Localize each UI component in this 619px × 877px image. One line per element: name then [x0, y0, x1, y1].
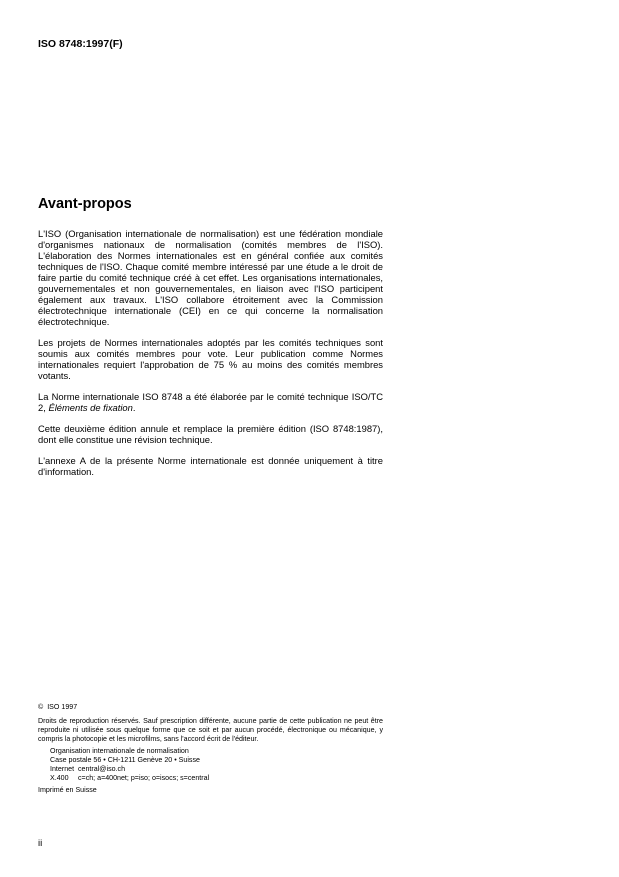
- committee-title: Éléments de fixation: [48, 402, 133, 413]
- committee-period: .: [132, 402, 136, 413]
- foreword-body: [38, 228, 383, 487]
- copyright-symbol: ©: [38, 703, 44, 711]
- paragraph-edition: Cette deuxième édition annule et remplace la première édition (ISO 8748:1987), dont elle constitue une révision technique.: [38, 423, 383, 445]
- x400-row: [50, 774, 383, 783]
- paragraph-iso-intro: L'ISO (Organisation internationale de normalisation) est une fédération mondiale d'organismes nationaux de normalisation (comités membres de l'ISO). L'élaboration des Normes internationales est en général confiée aux comités techniques de l'ISO. Chaque comité membre intéressé par une étude a le droit de faire partie du comité technique créé à cet effet. Les organisations internationales, gouvernementales et non gouvernementales, en liaison avec l'ISO participent également aux travaux. L'ISO collabore étroitement avec la Commission électrotechnique internationale (CEI) en ce qui concerne la normalisation électrotechnique.: [38, 228, 383, 327]
- x400-label: X.400: [50, 774, 69, 782]
- copyright-footer: [38, 703, 383, 795]
- committee-text: La Norme internationale ISO 8748 a été élaborée par le comité technique ISO/TC 2,: [38, 391, 383, 413]
- internet-row: [50, 765, 383, 774]
- printed-in: Imprimé en Suisse: [38, 786, 97, 794]
- copyright-year: ISO 1997: [47, 703, 78, 711]
- publisher-address: [50, 747, 383, 783]
- paragraph-annex: L'annexe A de la présente Norme internationale est donnée uniquement à titre d'information.: [38, 455, 383, 477]
- paragraph-committee: [38, 391, 383, 413]
- rights-statement: Droits de reproduction réservés. Sauf prescription différente, aucune partie de cette publication ne peut être reproduite ni utilisée sous quelque forme que ce soit et par aucun procédé, électronique ou mécanique, y compris la photocopie et les microfilms, sans l'accord écrit de l'éditeur.: [38, 717, 383, 743]
- postal-address: Case postale 56 • CH-1211 Genève 20 • Suisse: [50, 756, 200, 764]
- x400-value: c=ch; a=400net; p=iso; o=isocs; s=central: [78, 774, 210, 782]
- copyright-line: [38, 703, 383, 712]
- internet-label: Internet: [50, 765, 75, 773]
- page-number: ii: [38, 838, 43, 849]
- paragraph-voting: Les projets de Normes internationales adoptés par les comités techniques sont soumis aux comités membres pour vote. Leur publication comme Normes internationales requiert l'approbation de 75 % au moins des comités membres votants.: [38, 337, 383, 381]
- internet-value: central@iso.ch: [78, 765, 126, 773]
- org-name: Organisation internationale de normalisation: [50, 747, 189, 755]
- document-header: ISO 8748:1997(F): [38, 38, 123, 50]
- section-title: Avant-propos: [38, 196, 132, 212]
